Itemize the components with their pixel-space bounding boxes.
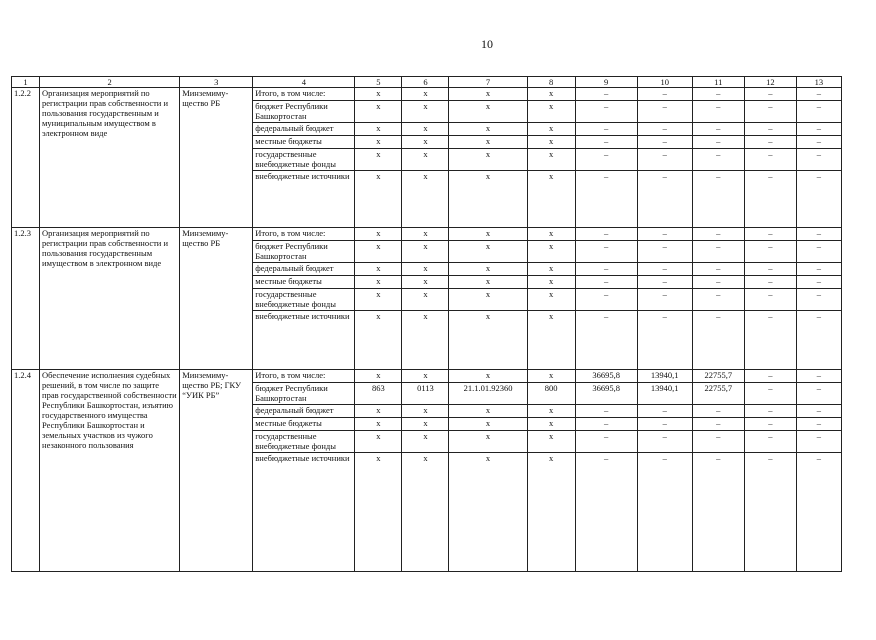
page-number: 10	[481, 37, 493, 51]
header-cell: 8	[527, 77, 575, 88]
value-cell: x	[527, 101, 575, 123]
value-cell: 13940,1	[637, 383, 692, 405]
value-cell: x	[355, 418, 402, 431]
value-cell: x	[527, 405, 575, 418]
value-cell: 0113	[402, 383, 449, 405]
value-cell: –	[744, 453, 796, 572]
value-cell: x	[402, 311, 449, 370]
value-cell: 21.1.01.92360	[449, 383, 527, 405]
value-cell: –	[575, 228, 637, 241]
value-cell: –	[575, 149, 637, 171]
value-cell: –	[796, 311, 841, 370]
value-cell: x	[355, 88, 402, 101]
value-cell: x	[449, 171, 527, 228]
funding-source-label: государственные внебюджетные фонды	[253, 149, 355, 171]
funding-source-label: внебюджетные источники	[253, 171, 355, 228]
value-cell: x	[527, 431, 575, 453]
value-cell: x	[449, 241, 527, 263]
value-cell: –	[796, 276, 841, 289]
value-cell: x	[449, 311, 527, 370]
value-cell: x	[527, 88, 575, 101]
header-cell: 11	[692, 77, 744, 88]
value-cell: x	[402, 88, 449, 101]
value-cell: x	[355, 101, 402, 123]
funding-source-label: местные бюджеты	[253, 276, 355, 289]
value-cell: –	[744, 123, 796, 136]
value-cell: –	[692, 405, 744, 418]
value-cell: x	[449, 370, 527, 383]
section-number: 1.2.3	[12, 228, 40, 370]
funding-source-label: государственные внебюджетные фонды	[253, 431, 355, 453]
value-cell: –	[692, 276, 744, 289]
header-row	[12, 77, 842, 88]
value-cell: 36695,8	[575, 370, 637, 383]
value-cell: –	[744, 228, 796, 241]
value-cell: –	[692, 123, 744, 136]
value-cell: 22755,7	[692, 383, 744, 405]
value-cell: –	[637, 263, 692, 276]
funding-source-label: федеральный бюджет	[253, 405, 355, 418]
section-name: Организация мероприятий по регистрации прав собственности и пользования государственным и муниципальным имуществом в электронном виде	[40, 88, 180, 228]
value-cell: x	[527, 171, 575, 228]
value-cell: x	[402, 149, 449, 171]
value-cell: x	[355, 431, 402, 453]
value-cell: x	[449, 149, 527, 171]
value-cell: –	[575, 241, 637, 263]
value-cell: –	[637, 228, 692, 241]
funding-source-label: государственные внебюджетные фонды	[253, 289, 355, 311]
value-cell: –	[744, 241, 796, 263]
value-cell: x	[527, 123, 575, 136]
value-cell: x	[527, 418, 575, 431]
value-cell: x	[449, 88, 527, 101]
funding-source-label: бюджет Республики Башкортостан	[253, 383, 355, 405]
value-cell: –	[796, 263, 841, 276]
value-cell: x	[402, 136, 449, 149]
funding-source-label: Итого, в том числе:	[253, 88, 355, 101]
value-cell: –	[575, 101, 637, 123]
value-cell: x	[402, 453, 449, 572]
section-number: 1.2.4	[12, 370, 40, 572]
value-cell: x	[402, 228, 449, 241]
value-cell: –	[692, 311, 744, 370]
value-cell: –	[744, 88, 796, 101]
value-cell: –	[575, 405, 637, 418]
value-cell: x	[355, 241, 402, 263]
value-cell: x	[527, 149, 575, 171]
value-cell: –	[744, 101, 796, 123]
value-cell: –	[744, 263, 796, 276]
value-cell: –	[796, 289, 841, 311]
value-cell: x	[449, 431, 527, 453]
value-cell: –	[637, 171, 692, 228]
header-cell: 5	[355, 77, 402, 88]
value-cell: x	[449, 228, 527, 241]
value-cell: –	[575, 123, 637, 136]
value-cell: x	[449, 453, 527, 572]
header-cell: 13	[796, 77, 841, 88]
value-cell: –	[796, 431, 841, 453]
value-cell: –	[637, 88, 692, 101]
value-cell: x	[355, 149, 402, 171]
value-cell: –	[796, 418, 841, 431]
value-cell: –	[744, 370, 796, 383]
value-cell: x	[402, 289, 449, 311]
value-cell: –	[575, 431, 637, 453]
value-cell: –	[637, 136, 692, 149]
table-row	[12, 88, 842, 101]
value-cell: x	[402, 276, 449, 289]
value-cell: –	[575, 276, 637, 289]
value-cell: –	[637, 431, 692, 453]
program-table	[11, 76, 842, 572]
value-cell: x	[402, 101, 449, 123]
value-cell: –	[637, 311, 692, 370]
value-cell: x	[527, 289, 575, 311]
value-cell: –	[692, 263, 744, 276]
value-cell: x	[449, 136, 527, 149]
table-row	[12, 370, 842, 383]
section-executor: Минземиму-щество РБ; ГКУ “УИК РБ”	[180, 370, 253, 572]
value-cell: x	[527, 263, 575, 276]
section-name: Обеспечение исполнения судебных решений, в том числе по защите прав государственной собственности Республики Башкортостан, изъятию государственного имущества Республики Башкортостан и земельных участков из чужого незаконного пользования	[40, 370, 180, 572]
value-cell: –	[692, 149, 744, 171]
funding-source-label: местные бюджеты	[253, 136, 355, 149]
section-executor: Минземиму-щество РБ	[180, 88, 253, 228]
value-cell: –	[692, 418, 744, 431]
value-cell: –	[637, 276, 692, 289]
header-cell: 10	[637, 77, 692, 88]
header-cell: 12	[744, 77, 796, 88]
value-cell: x	[355, 263, 402, 276]
value-cell: –	[796, 383, 841, 405]
value-cell: x	[402, 405, 449, 418]
value-cell: –	[796, 241, 841, 263]
value-cell: x	[355, 405, 402, 418]
value-cell: x	[527, 228, 575, 241]
value-cell: x	[355, 276, 402, 289]
value-cell: –	[692, 171, 744, 228]
value-cell: –	[575, 418, 637, 431]
section-executor: Минземиму-щество РБ	[180, 228, 253, 370]
funding-source-label: внебюджетные источники	[253, 311, 355, 370]
value-cell: –	[637, 241, 692, 263]
value-cell: 800	[527, 383, 575, 405]
header-cell: 7	[449, 77, 527, 88]
value-cell: 863	[355, 383, 402, 405]
value-cell: 36695,8	[575, 383, 637, 405]
value-cell: x	[527, 136, 575, 149]
value-cell: –	[744, 418, 796, 431]
value-cell: –	[744, 289, 796, 311]
value-cell: x	[449, 123, 527, 136]
value-cell: x	[402, 241, 449, 263]
funding-source-label: Итого, в том числе:	[253, 228, 355, 241]
value-cell: –	[637, 453, 692, 572]
value-cell: –	[637, 123, 692, 136]
value-cell: x	[355, 453, 402, 572]
value-cell: 22755,7	[692, 370, 744, 383]
section-name: Организация мероприятий по регистрации прав собственности и пользования государственным имуществом в электронном виде	[40, 228, 180, 370]
value-cell: –	[796, 88, 841, 101]
value-cell: –	[744, 149, 796, 171]
value-cell: –	[575, 453, 637, 572]
header-cell: 6	[402, 77, 449, 88]
value-cell: –	[744, 311, 796, 370]
value-cell: –	[575, 88, 637, 101]
value-cell: –	[692, 101, 744, 123]
funding-source-label: местные бюджеты	[253, 418, 355, 431]
value-cell: x	[355, 123, 402, 136]
value-cell: x	[402, 431, 449, 453]
value-cell: –	[692, 289, 744, 311]
funding-source-label: бюджет Республики Башкортостан	[253, 241, 355, 263]
value-cell: x	[527, 276, 575, 289]
value-cell: –	[692, 136, 744, 149]
value-cell: –	[637, 405, 692, 418]
value-cell: –	[692, 431, 744, 453]
value-cell: –	[796, 370, 841, 383]
funding-source-label: Итого, в том числе:	[253, 370, 355, 383]
value-cell: –	[575, 289, 637, 311]
value-cell: –	[744, 383, 796, 405]
header-cell: 2	[40, 77, 180, 88]
value-cell: x	[449, 405, 527, 418]
value-cell: –	[796, 228, 841, 241]
value-cell: –	[637, 149, 692, 171]
value-cell: x	[527, 453, 575, 572]
value-cell: –	[692, 241, 744, 263]
value-cell: –	[796, 136, 841, 149]
value-cell: –	[575, 311, 637, 370]
header-cell: 9	[575, 77, 637, 88]
value-cell: x	[355, 228, 402, 241]
value-cell: –	[575, 136, 637, 149]
value-cell: x	[355, 289, 402, 311]
value-cell: –	[744, 171, 796, 228]
value-cell: x	[449, 101, 527, 123]
funding-source-label: бюджет Республики Башкортостан	[253, 101, 355, 123]
value-cell: –	[796, 453, 841, 572]
funding-source-label: федеральный бюджет	[253, 263, 355, 276]
value-cell: –	[744, 405, 796, 418]
header-cell: 4	[253, 77, 355, 88]
value-cell: –	[796, 149, 841, 171]
value-cell: x	[527, 241, 575, 263]
value-cell: x	[449, 418, 527, 431]
table-row	[12, 228, 842, 241]
value-cell: –	[796, 101, 841, 123]
value-cell: –	[575, 263, 637, 276]
header-cell: 3	[180, 77, 253, 88]
value-cell: –	[637, 289, 692, 311]
header-cell: 1	[12, 77, 40, 88]
value-cell: –	[796, 171, 841, 228]
value-cell: 13940,1	[637, 370, 692, 383]
value-cell: –	[744, 136, 796, 149]
value-cell: –	[692, 453, 744, 572]
value-cell: x	[449, 289, 527, 311]
value-cell: –	[796, 405, 841, 418]
value-cell: –	[575, 171, 637, 228]
value-cell: x	[449, 276, 527, 289]
value-cell: x	[402, 123, 449, 136]
value-cell: x	[402, 171, 449, 228]
value-cell: –	[637, 101, 692, 123]
value-cell: x	[402, 263, 449, 276]
value-cell: –	[744, 431, 796, 453]
value-cell: x	[355, 370, 402, 383]
value-cell: x	[355, 171, 402, 228]
value-cell: –	[796, 123, 841, 136]
value-cell: x	[355, 136, 402, 149]
value-cell: x	[355, 311, 402, 370]
value-cell: x	[402, 370, 449, 383]
value-cell: –	[637, 418, 692, 431]
value-cell: x	[402, 418, 449, 431]
value-cell: –	[744, 276, 796, 289]
value-cell: –	[692, 228, 744, 241]
section-number: 1.2.2	[12, 88, 40, 228]
value-cell: –	[692, 88, 744, 101]
value-cell: x	[527, 370, 575, 383]
value-cell: x	[527, 311, 575, 370]
value-cell: x	[449, 263, 527, 276]
funding-source-label: внебюджетные источники	[253, 453, 355, 572]
funding-source-label: федеральный бюджет	[253, 123, 355, 136]
